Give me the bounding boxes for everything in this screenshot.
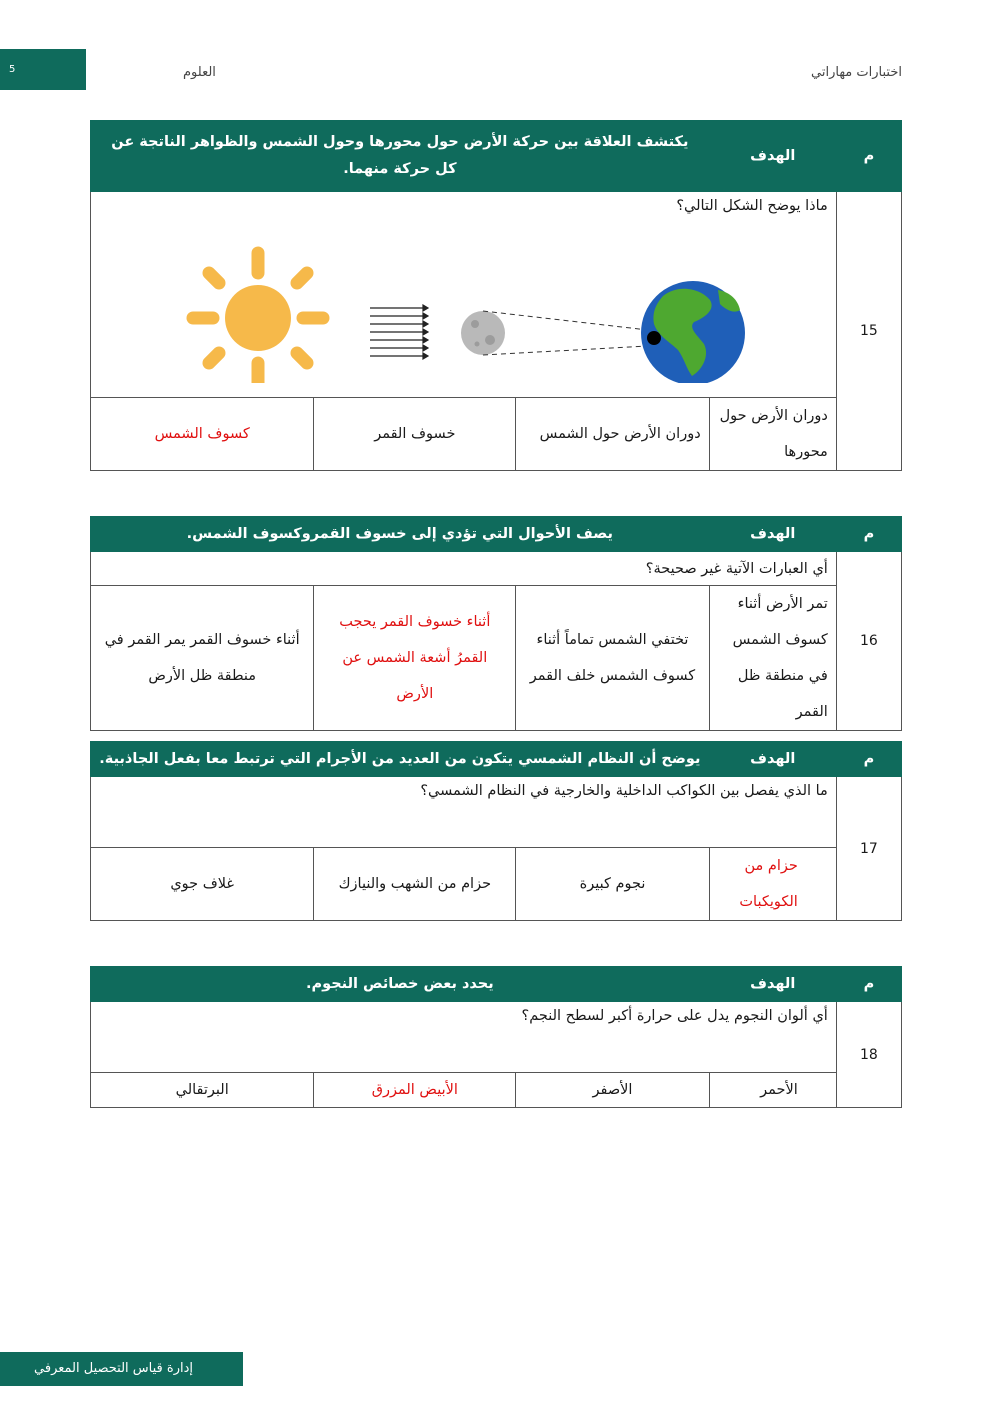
question-16-table: [90, 516, 902, 731]
option-3: حزام من الشهب والنيازك: [314, 848, 516, 921]
option-1-correct: حزام من الكويكبات: [709, 848, 836, 921]
option-1: دوران الأرض حول محورها: [709, 398, 836, 471]
option-1: الأحمر: [709, 1073, 836, 1108]
moon-icon: [461, 311, 505, 355]
option-1: تمر الأرض أثناء كسوف الشمس في منطقة ظل القمر: [709, 586, 836, 731]
question-17-table: [90, 741, 902, 921]
footer-label: إدارة قياس التحصيل المعرفي: [34, 1361, 193, 1376]
shadow-lines: [483, 311, 648, 355]
option-4: البرتقالي: [91, 1073, 314, 1108]
question-goal: يوضح أن النظام الشمسي يتكون من العديد من الأجرام التي ترتبط معا بفعل الجاذبية.: [91, 742, 710, 777]
sun-icon: [193, 253, 323, 383]
goal-header: الهدف: [709, 742, 836, 777]
option-3: خسوف القمر: [314, 398, 516, 471]
question-goal: يصف الأحوال التي تؤدي إلى خسوف القمروكسوف الشمس.: [91, 517, 710, 552]
option-2: تختفي الشمس تماماً أثناء كسوف الشمس خلف القمر: [516, 586, 709, 731]
option-2: نجوم كبيرة: [516, 848, 709, 921]
eclipse-diagram: [88, 218, 828, 383]
question-text: أي العبارات الآتية غير صحيحة؟: [91, 552, 837, 586]
option-2: الأصفر: [516, 1073, 709, 1108]
number-header: م: [836, 967, 901, 1002]
option-3-correct: الأبيض المزرق: [314, 1073, 516, 1108]
subject-label: العلوم: [183, 65, 216, 80]
question-goal: يحدد بعض خصائص النجوم.: [91, 967, 710, 1002]
number-header: م: [836, 517, 901, 552]
number-header: م: [836, 121, 901, 192]
question-number: 17: [836, 777, 901, 921]
question-number: 18: [836, 1002, 901, 1108]
goal-header: الهدف: [709, 121, 836, 192]
question-goal: يكتشف العلاقة بين حركة الأرض حول محورها وحول الشمس والظواهر الناتجة عن كل حركة منهما.: [91, 121, 710, 192]
question-text: أي ألوان النجوم يدل على حرارة أكبر لسطح النجم؟: [91, 1002, 837, 1073]
question-text-cell: [91, 192, 837, 398]
document-title: اختبارات مهاراتي: [811, 65, 902, 80]
question-text: ماذا يوضح الشكل التالي؟: [676, 198, 828, 214]
option-3-correct: أثناء خسوف القمر يحجب القمرُ أشعة الشمس عن الأرض: [314, 586, 516, 731]
question-number: 15: [836, 192, 901, 471]
page-number: 5: [9, 64, 16, 75]
footer-badge: [0, 1352, 243, 1386]
goal-header: الهدف: [709, 967, 836, 1002]
page-number-badge: [0, 49, 86, 90]
number-header: م: [836, 742, 901, 777]
option-4-correct: كسوف الشمس: [91, 398, 314, 471]
question-18-table: [90, 966, 902, 1108]
question-text: ما الذي يفصل بين الكواكب الداخلية والخارجية في النظام الشمسي؟: [91, 777, 837, 848]
goal-header: الهدف: [709, 517, 836, 552]
earth-icon: [641, 281, 745, 383]
option-4: أثناء خسوف القمر يمر القمر في منطقة ظل الأرض: [91, 586, 314, 731]
question-number: 16: [836, 552, 901, 731]
question-15-table: [90, 120, 902, 471]
option-4: غلاف جوي: [91, 848, 314, 921]
option-2: دوران الأرض حول الشمس: [516, 398, 709, 471]
sunlight-rays-icon: [370, 305, 428, 359]
